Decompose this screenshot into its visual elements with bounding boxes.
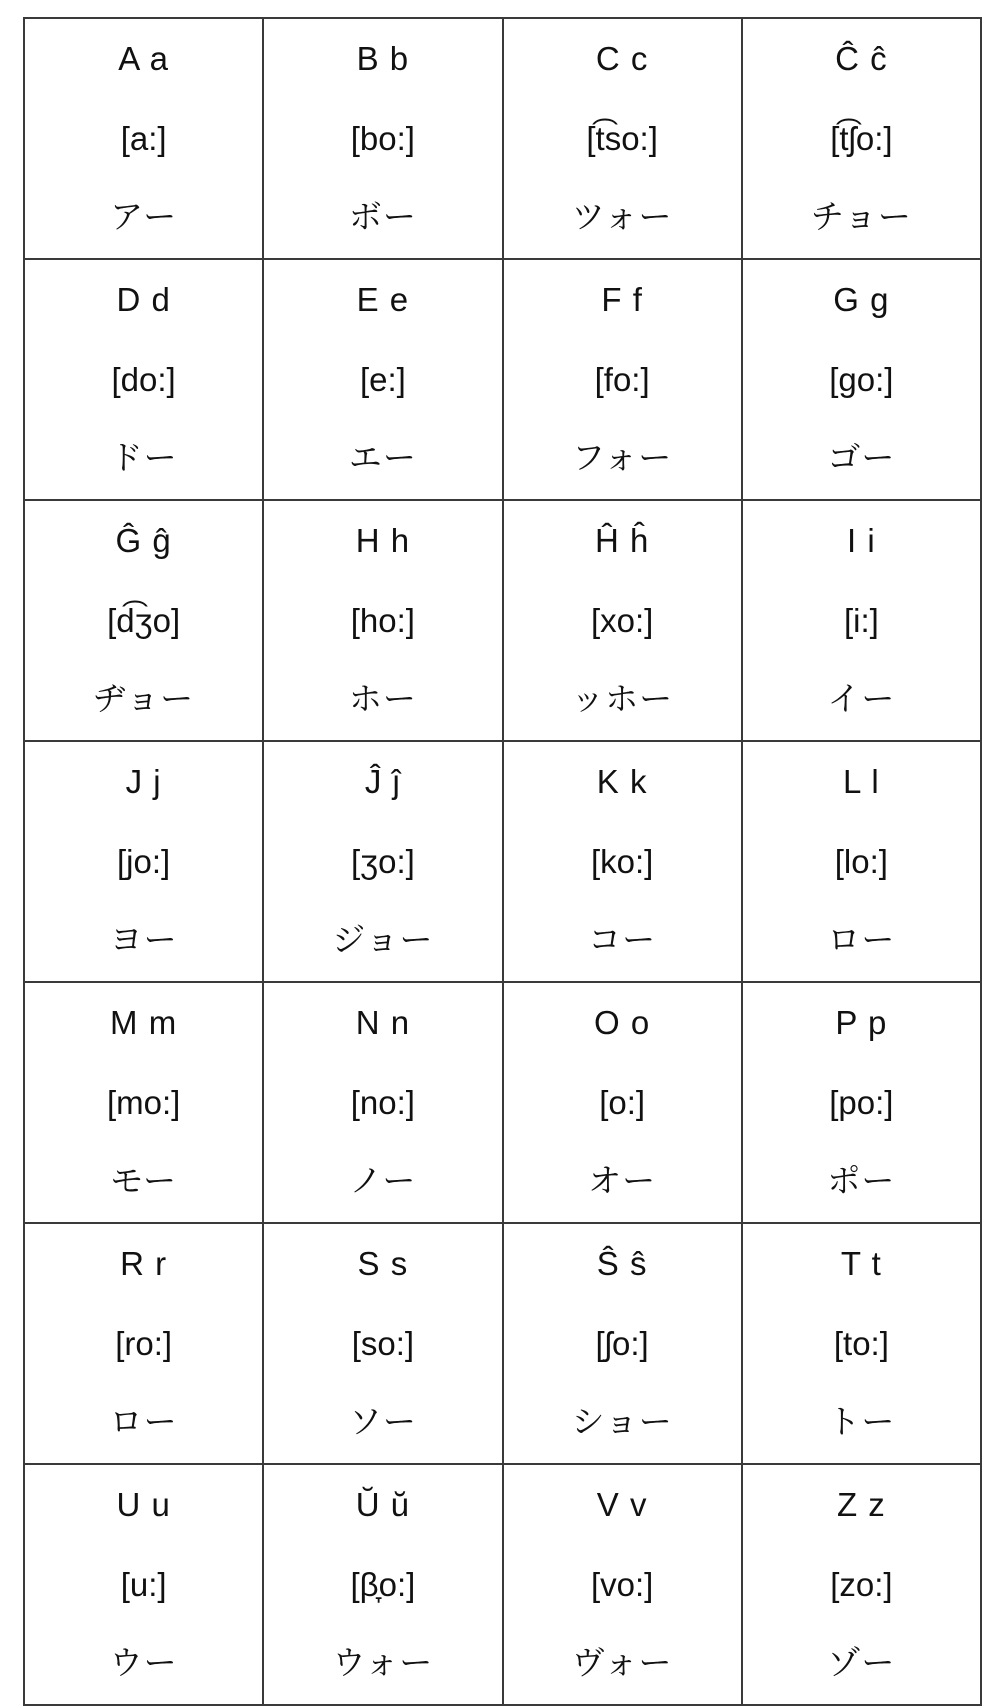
ipa-pronunciation: [lo:]	[834, 843, 888, 880]
ipa-pronunciation: [vo:]	[590, 1566, 654, 1603]
ipa-pronunciation: [so:]	[351, 1325, 415, 1362]
letter-cell	[503, 1464, 742, 1705]
katakana-reading: コー	[588, 920, 657, 959]
alphabet-table-body	[24, 18, 981, 1705]
letter-cell	[24, 1223, 263, 1464]
letter-cell	[742, 500, 981, 741]
letter-cell	[24, 18, 263, 259]
letter-cell	[503, 500, 742, 741]
ipa-pronunciation: [t͡so:]	[586, 120, 658, 157]
ipa-pronunciation: [d͡ʒo]	[107, 602, 181, 639]
ipa-pronunciation: [do:]	[111, 361, 176, 398]
ipa-pronunciation: [e:]	[359, 361, 406, 398]
letter-glyph: I i	[847, 522, 876, 559]
letter-cell	[24, 741, 263, 982]
ipa-pronunciation: [zo:]	[830, 1566, 893, 1603]
letter-cell	[263, 500, 502, 741]
ipa-pronunciation: [u:]	[120, 1566, 167, 1603]
letter-glyph: S s	[357, 1245, 409, 1282]
alphabet-table	[23, 17, 982, 1706]
katakana-reading: ヴォー	[571, 1643, 673, 1682]
katakana-reading: ヨー	[109, 920, 178, 959]
table-row	[24, 500, 981, 741]
letter-cell	[24, 500, 263, 741]
ipa-pronunciation: [go:]	[829, 361, 894, 398]
letter-glyph: E e	[356, 281, 410, 318]
letter-glyph: Z z	[836, 1486, 886, 1523]
table-row	[24, 1223, 981, 1464]
ipa-pronunciation: [ʃo:]	[595, 1325, 649, 1362]
ipa-pronunciation: [β̞o:]	[350, 1566, 416, 1603]
letter-glyph: Ŭ ŭ	[355, 1486, 411, 1523]
letter-cell	[263, 259, 502, 500]
letter-cell	[263, 1464, 502, 1705]
table-row	[24, 259, 981, 500]
letter-cell	[24, 982, 263, 1223]
letter-glyph: R r	[120, 1245, 168, 1282]
letter-cell	[742, 1464, 981, 1705]
katakana-reading: ボー	[348, 197, 417, 236]
ipa-pronunciation: [no:]	[350, 1084, 415, 1121]
letter-glyph: A a	[118, 40, 169, 77]
table-row	[24, 741, 981, 982]
letter-glyph: B b	[356, 40, 410, 77]
katakana-reading: モー	[110, 1161, 177, 1200]
letter-cell	[742, 259, 981, 500]
letter-glyph: Ĉ ĉ	[835, 40, 888, 77]
letter-cell	[742, 982, 981, 1223]
katakana-reading: ソー	[348, 1402, 417, 1441]
letter-cell	[263, 18, 502, 259]
katakana-reading: アー	[110, 197, 178, 236]
letter-glyph: G g	[833, 281, 890, 318]
letter-cell	[503, 259, 742, 500]
katakana-reading: フォー	[571, 438, 673, 477]
letter-glyph: F f	[601, 281, 643, 318]
katakana-reading: ロー	[109, 1402, 178, 1441]
ipa-pronunciation: [po:]	[829, 1084, 894, 1121]
letter-glyph: V v	[596, 1486, 648, 1523]
katakana-reading: ショー	[571, 1402, 673, 1441]
katakana-reading: トー	[827, 1402, 896, 1441]
ipa-pronunciation: [to:]	[833, 1325, 889, 1362]
katakana-reading: ドー	[109, 438, 178, 477]
ipa-pronunciation: [i:]	[843, 602, 879, 639]
table-row	[24, 982, 981, 1223]
katakana-reading: ノー	[349, 1161, 417, 1200]
table-row	[24, 18, 981, 259]
ipa-pronunciation: [xo:]	[590, 602, 654, 639]
letter-glyph: D d	[116, 281, 171, 318]
letter-glyph: C c	[595, 40, 649, 77]
katakana-reading: ウォー	[332, 1643, 434, 1682]
letter-cell	[742, 741, 981, 982]
ipa-pronunciation: [o:]	[599, 1084, 646, 1121]
katakana-reading: ツォー	[571, 197, 673, 236]
katakana-reading: ポー	[827, 1161, 896, 1200]
letter-glyph: L l	[843, 763, 880, 800]
letter-cell	[503, 741, 742, 982]
katakana-reading: ジョー	[332, 920, 434, 959]
ipa-pronunciation: [mo:]	[106, 1084, 181, 1121]
letter-cell	[24, 259, 263, 500]
letter-cell	[503, 18, 742, 259]
katakana-reading: ゾー	[827, 1643, 896, 1682]
letter-cell	[24, 1464, 263, 1705]
katakana-reading: イー	[827, 679, 896, 718]
letter-glyph: Ŝ ŝ	[596, 1245, 648, 1282]
ipa-pronunciation: [ro:]	[115, 1325, 173, 1362]
katakana-reading: ッホー	[571, 679, 674, 718]
ipa-pronunciation: [fo:]	[594, 361, 650, 398]
katakana-reading: ヂョー	[93, 679, 195, 718]
ipa-pronunciation: [t͡ʃo:]	[830, 120, 893, 157]
letter-glyph: Ĥ ĥ	[594, 522, 650, 559]
letter-glyph: K k	[596, 763, 648, 800]
ipa-pronunciation: [ho:]	[350, 602, 415, 639]
letter-glyph: Ĝ ĝ	[115, 522, 172, 559]
letter-glyph: O o	[594, 1004, 651, 1041]
letter-cell	[263, 982, 502, 1223]
ipa-pronunciation: [ko:]	[590, 843, 654, 880]
katakana-reading: エー	[348, 438, 417, 477]
ipa-pronunciation: [ʒo:]	[350, 843, 415, 880]
katakana-reading: ウー	[109, 1643, 178, 1682]
letter-glyph: N n	[355, 1004, 411, 1041]
letter-glyph: J j	[125, 763, 162, 800]
letter-cell	[503, 1223, 742, 1464]
ipa-pronunciation: [bo:]	[350, 120, 415, 157]
ipa-pronunciation: [jo:]	[117, 843, 171, 880]
letter-glyph: M m	[110, 1004, 178, 1041]
letter-glyph: T t	[840, 1245, 882, 1282]
letter-cell	[263, 741, 502, 982]
letter-glyph: H h	[355, 522, 411, 559]
letter-cell	[503, 982, 742, 1223]
katakana-reading: ゴー	[827, 438, 896, 477]
letter-cell	[263, 1223, 502, 1464]
letter-glyph: U u	[116, 1486, 171, 1523]
letter-glyph: Ĵ ĵ	[364, 763, 401, 800]
letter-cell	[742, 1223, 981, 1464]
letter-cell	[742, 18, 981, 259]
katakana-reading: ロー	[827, 920, 896, 959]
katakana-reading: オー	[588, 1161, 657, 1200]
katakana-reading: ホー	[348, 679, 417, 718]
katakana-reading: チョー	[810, 197, 912, 236]
table-row	[24, 1464, 981, 1705]
letter-glyph: P p	[835, 1004, 888, 1041]
ipa-pronunciation: [a:]	[120, 120, 167, 157]
